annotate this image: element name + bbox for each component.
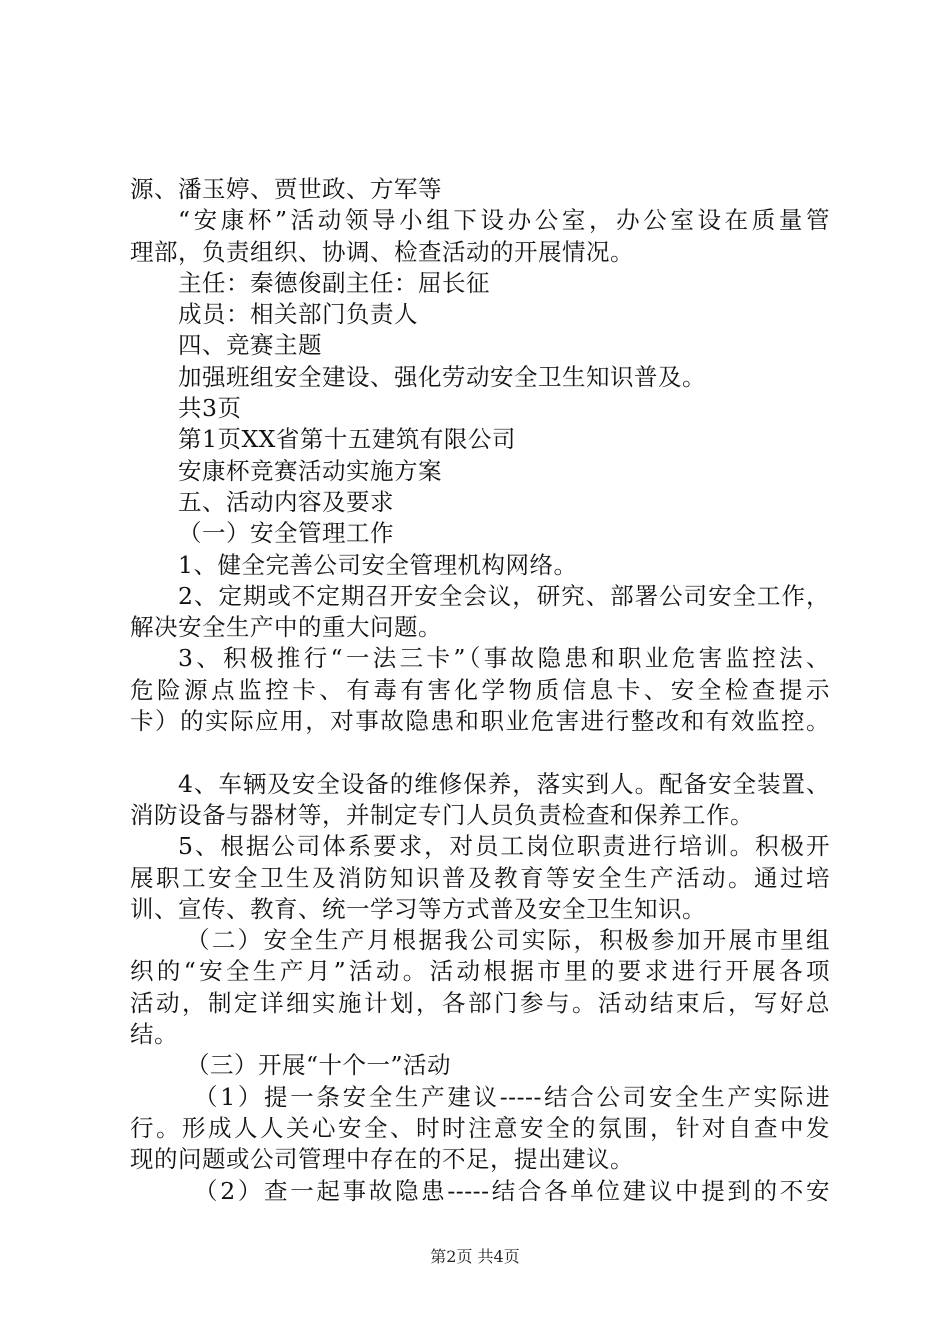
subsection-heading: （三）开展“十个一”活动 [186,1051,452,1080]
text-line: 危险源点监控卡、有毒有害化学物质信息卡、安全检查提示 [130,675,830,704]
page-footer: 第2页 共4页 [430,1247,520,1266]
text-line: 安康杯竞赛活动实施方案 [178,456,442,485]
text-line: 第1页XX省第十五建筑有限公司 [178,425,516,454]
blank-line [130,737,830,768]
text-line: 主任：秦德俊副主任：屈长征 [178,268,490,297]
section-heading: 四、竞赛主题 [178,331,322,360]
text-line: “安康杯”活动领导小组下设办公室，办公室设在质量管 [178,206,830,235]
text-line: 5、根据公司体系要求，对员工岗位职责进行培训。积极开 [178,832,830,861]
text-line: 理部，负责组织、协调、检查活动的开展情况。 [130,237,634,266]
text-line: 活动，制定详细实施计划，各部门参与。活动结束后，写好总 [130,988,830,1017]
text-line: 1、健全完善公司安全管理机构网络。 [178,550,578,579]
text-line: 共3页 [178,394,242,423]
text-line: 加强班组安全建设、强化劳动安全卫生知识普及。 [178,362,706,391]
text-line: （1）提一条安全生产建议-----结合公司安全生产实际进 [194,1082,830,1111]
text-line: 解决安全生产中的重大问题。 [130,613,442,642]
text-line: 卡）的实际应用，对事故隐患和职业危害进行整改和有效监控。 [130,707,830,736]
document-body [130,174,830,1207]
text-line: （2）查一起事故隐患-----结合各单位建议中提到的不安 [194,1176,830,1205]
text-line: 结。 [130,1020,178,1049]
text-line: 训、宣传、教育、统一学习等方式普及安全卫生知识。 [130,894,706,923]
text-line: 展职工安全卫生及消防知识普及教育等安全生产活动。通过培 [130,863,830,892]
text-line: 行。形成人人关心安全、时时注意安全的氛围，针对自查中发 [130,1113,830,1142]
text-line: 4、车辆及安全设备的维修保养，落实到人。配备安全装置、 [178,769,830,798]
text-line: （二）安全生产月根据我公司实际，积极参加开展市里组 [186,926,830,955]
text-line: 现的问题或公司管理中存在的不足，提出建议。 [130,1145,634,1174]
text-line: 消防设备与器材等，并制定专门人员负责检查和保养工作。 [130,800,754,829]
text-line: 3、积极推行“一法三卡”（事故隐患和职业危害监控法、 [178,644,830,673]
section-heading: 五、活动内容及要求 [178,487,394,516]
text-line: 成员：相关部门负责人 [178,300,418,329]
subsection-heading: （一）安全管理工作 [178,519,394,548]
text-line: 织的“安全生产月”活动。活动根据市里的要求进行开展各项 [130,957,830,986]
text-line: 源、潘玉婷、贾世政、方军等 [130,175,442,203]
text-line: 2、定期或不定期召开安全会议，研究、部署公司安全工作， [178,581,830,610]
